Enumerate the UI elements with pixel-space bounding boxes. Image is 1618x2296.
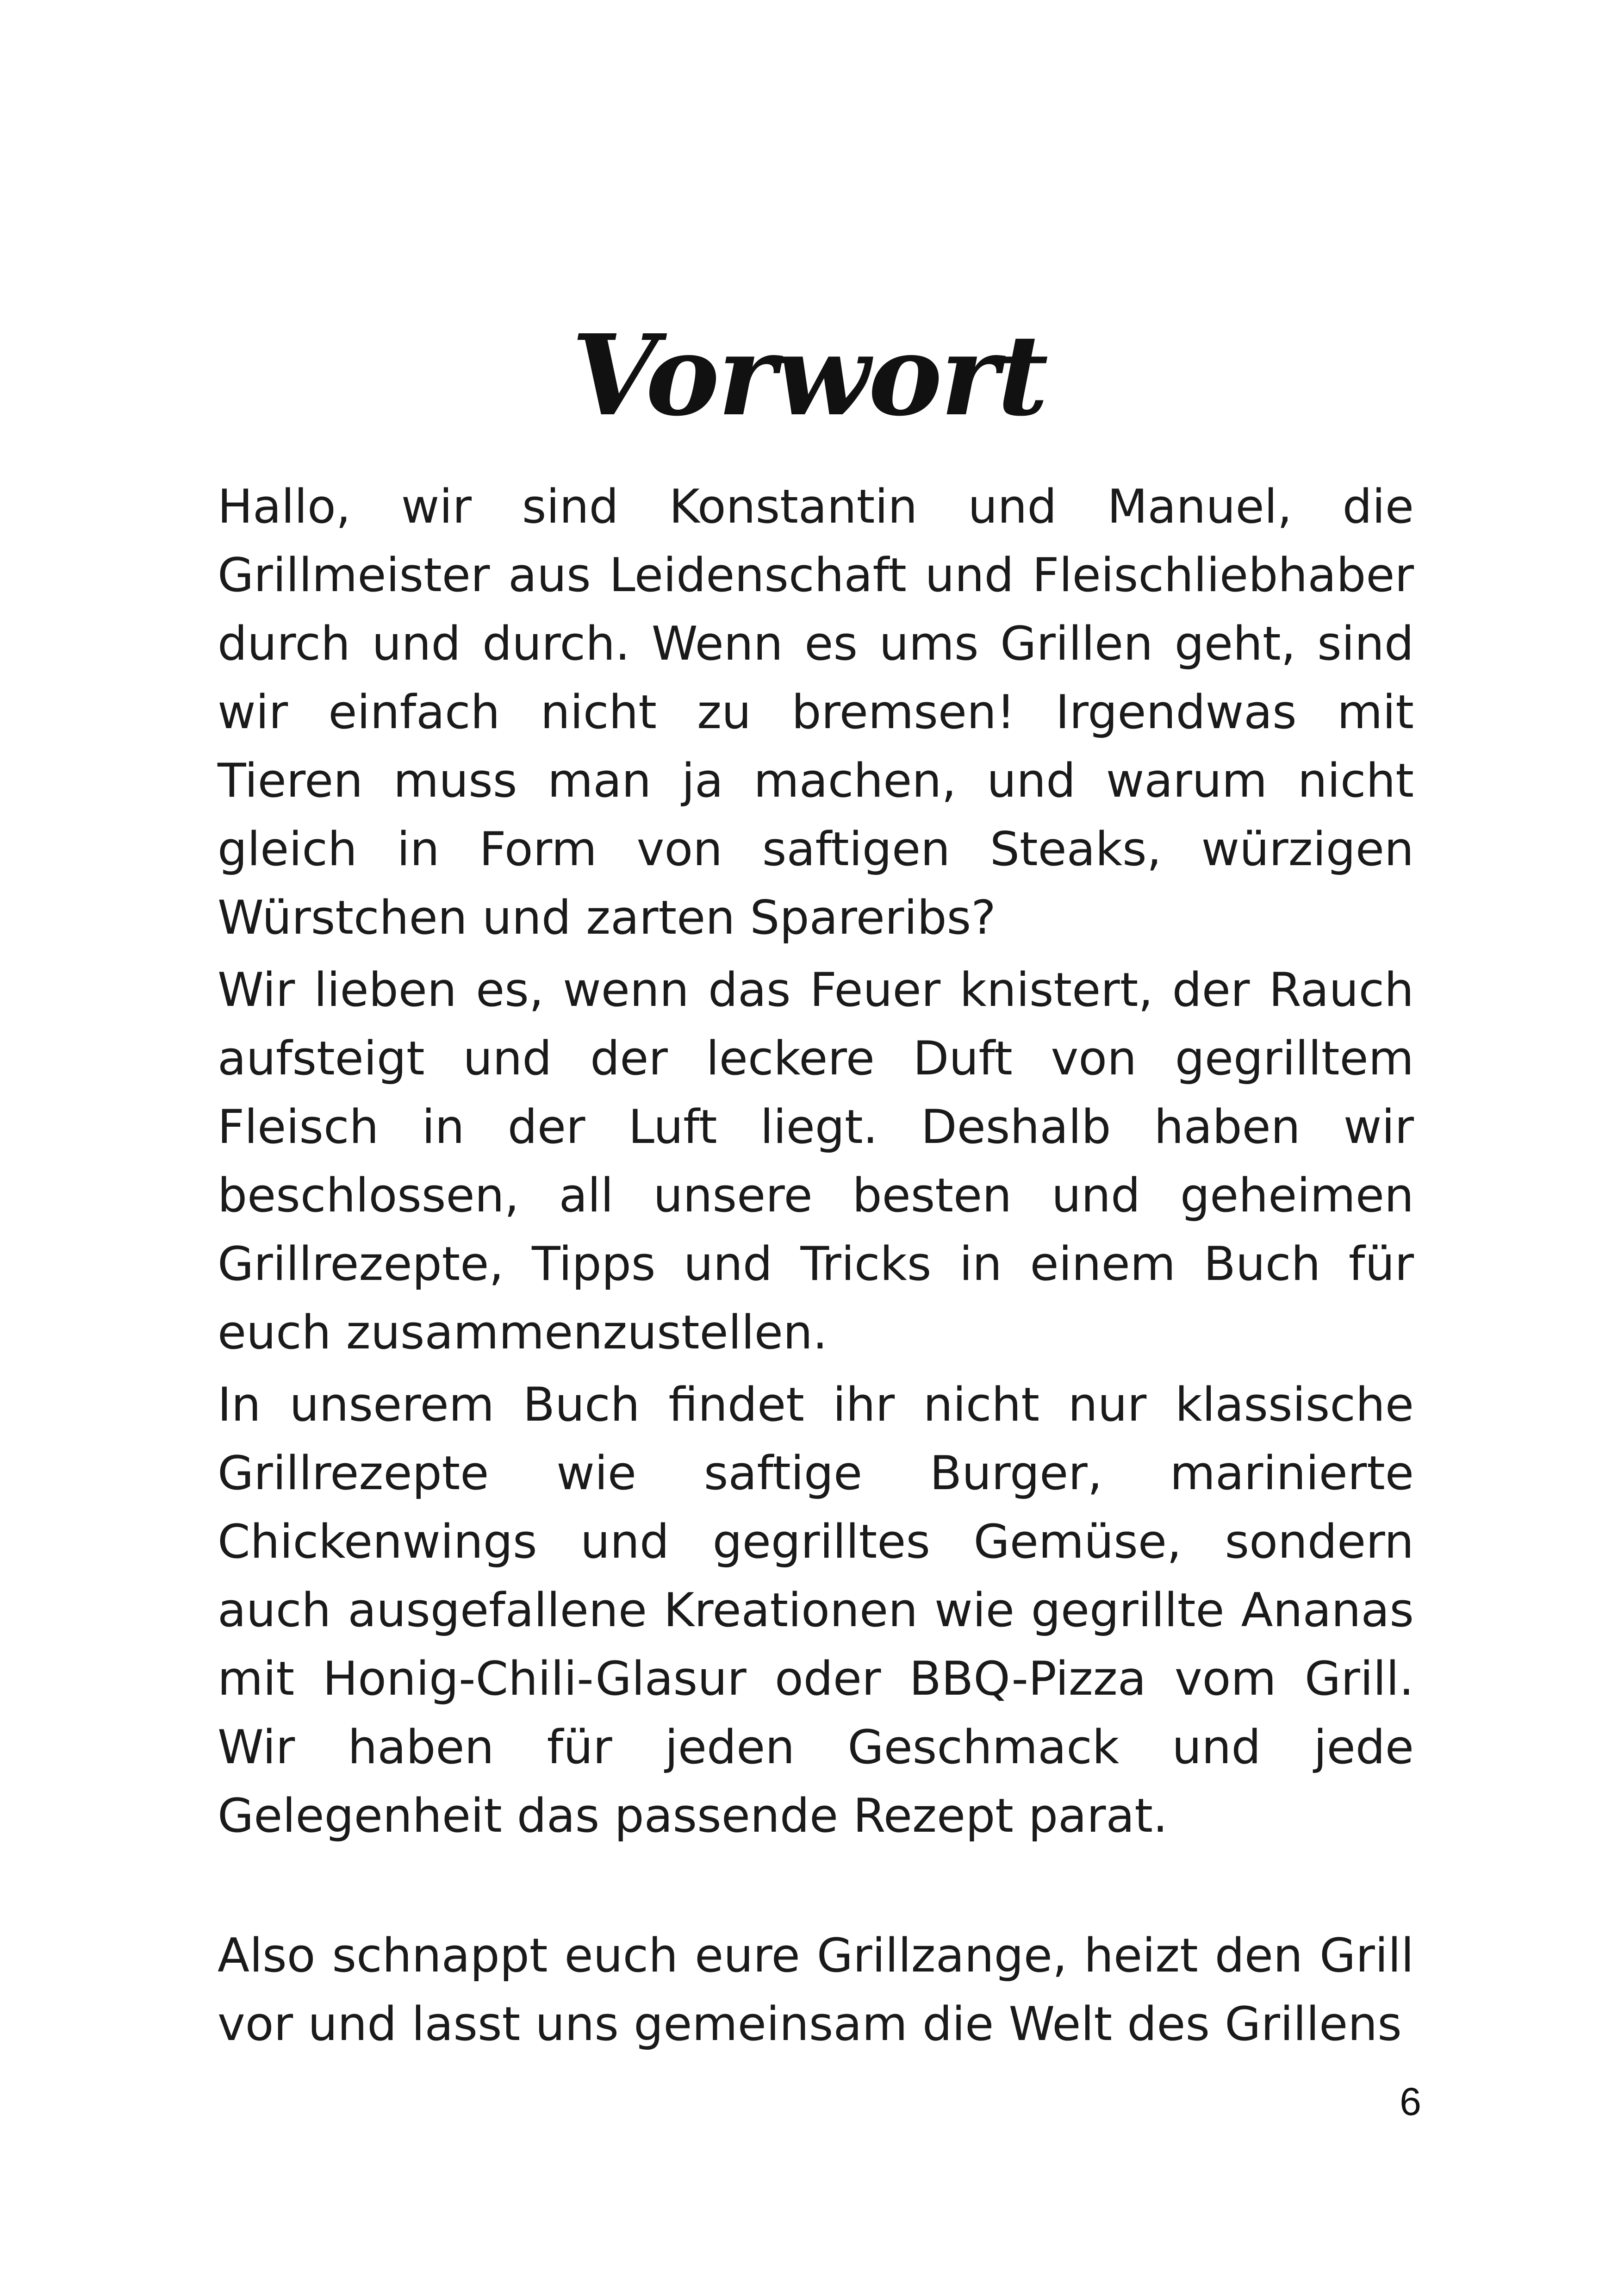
paragraph-2: Wir lieben es, wenn das Feuer knistert, der Rauch aufsteigt und der leckere Duft von gegrilltem Fleisch in der Luft liegt. Deshalb haben wir beschlossen, all unsere besten und geheimen Grillrezepte, Tipps und Tricks in einem Buch für euch zusammenzustellen. (218, 962, 1414, 1360)
paragraph-3: In unserem Buch findet ihr nicht nur klassische Grillrezepte wie saftige Burger, marinierte Chickenwings und gegrilltes Gemüse, sondern auch ausgefallene Kreationen wie gegrillte Ananas mit Honig-Chili-Glasur oder BBQ-Pizza vom Grill. Wir haben für jeden Geschmack und jede Gelegenheit das passende Rezept parat. (218, 1377, 1414, 1843)
paragraph-1: Hallo, wir sind Konstantin und Manuel, die Grillmeister aus Leidenschaft und Fleischliebhaber durch und durch. Wenn es ums Grillen geht, sind wir einfach nicht zu bremsen! Irgendwas mit Tieren muss man ja machen, und warum nicht gleich in Form von saftigen Steaks, würzigen Würstchen und zarten Spareribs? (218, 479, 1414, 945)
page-number: 6 (1400, 2080, 1421, 2123)
paragraph-4: Also schnappt euch eure Grillzange, heizt den Grill vor und lasst uns gemeinsam die Welt des Grillens (218, 1928, 1414, 2051)
page-title: Vorwort (571, 310, 1047, 441)
